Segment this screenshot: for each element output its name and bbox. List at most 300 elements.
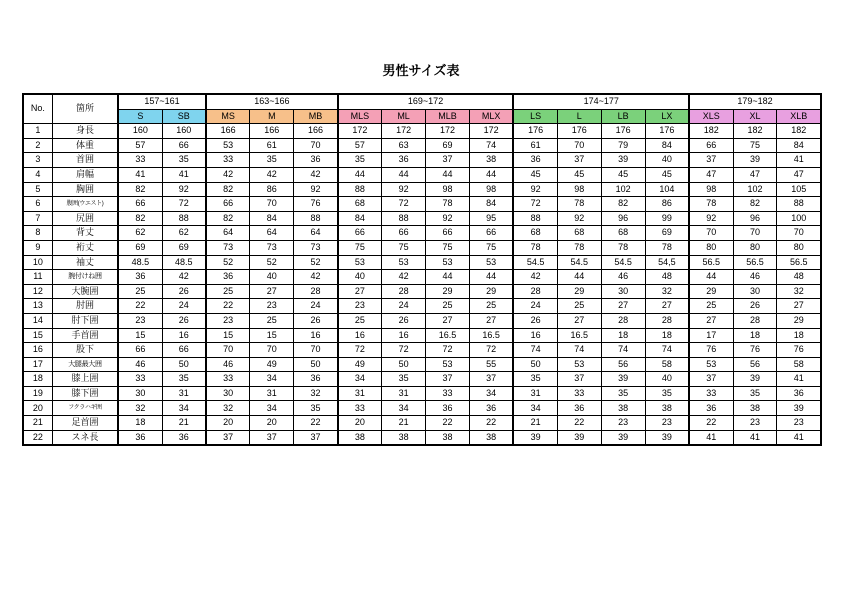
cell-11-XLS: 44: [689, 270, 733, 285]
cell-12-MLX: 29: [469, 284, 513, 299]
cell-2-MLX: 74: [469, 138, 513, 153]
cell-14-SB: 26: [162, 313, 206, 328]
cell-15-ML: 16: [382, 328, 426, 343]
cell-11-MLX: 44: [469, 270, 513, 285]
cell-4-XLS: 47: [689, 167, 733, 182]
cell-1-XL: 182: [733, 124, 777, 139]
cell-6-XL: 82: [733, 197, 777, 212]
cell-22-XLB: 41: [777, 430, 821, 445]
cell-19-XLB: 36: [777, 386, 821, 401]
cell-8-SB: 62: [162, 226, 206, 241]
row-number: 17: [23, 357, 52, 372]
cell-5-XLS: 98: [689, 182, 733, 197]
cell-21-M: 20: [250, 416, 294, 431]
cell-18-MLS: 34: [338, 372, 382, 387]
cell-13-MLB: 25: [426, 299, 470, 314]
cell-10-MLX: 53: [469, 255, 513, 270]
cell-17-XL: 56: [733, 357, 777, 372]
row-number: 14: [23, 313, 52, 328]
cell-8-MLX: 66: [469, 226, 513, 241]
cell-2-S: 57: [118, 138, 162, 153]
cell-16-MB: 70: [294, 343, 338, 358]
cell-10-MLS: 53: [338, 255, 382, 270]
cell-7-MLB: 92: [426, 211, 470, 226]
cell-5-MLS: 88: [338, 182, 382, 197]
cell-9-XL: 80: [733, 240, 777, 255]
cell-5-L: 98: [557, 182, 601, 197]
cell-20-MLX: 36: [469, 401, 513, 416]
cell-20-M: 34: [250, 401, 294, 416]
cell-17-L: 53: [557, 357, 601, 372]
cell-12-LX: 32: [645, 284, 689, 299]
table-body: [23, 124, 821, 446]
cell-13-XLS: 25: [689, 299, 733, 314]
cell-3-LB: 39: [601, 153, 645, 168]
size-header-LX: LX: [645, 109, 689, 124]
cell-4-ML: 44: [382, 167, 426, 182]
cell-18-MLB: 37: [426, 372, 470, 387]
cell-5-SB: 92: [162, 182, 206, 197]
cell-22-LS: 39: [513, 430, 557, 445]
cell-4-MLX: 44: [469, 167, 513, 182]
cell-21-MB: 22: [294, 416, 338, 431]
cell-3-MLS: 35: [338, 153, 382, 168]
cell-10-XLB: 56.5: [777, 255, 821, 270]
cell-22-MLS: 38: [338, 430, 382, 445]
cell-11-L: 44: [557, 270, 601, 285]
cell-5-MS: 82: [206, 182, 250, 197]
cell-18-L: 37: [557, 372, 601, 387]
cell-16-S: 66: [118, 343, 162, 358]
cell-12-SB: 26: [162, 284, 206, 299]
cell-20-MS: 32: [206, 401, 250, 416]
cell-17-MLB: 53: [426, 357, 470, 372]
cell-14-XL: 28: [733, 313, 777, 328]
cell-10-MS: 52: [206, 255, 250, 270]
cell-21-L: 22: [557, 416, 601, 431]
row-number: 20: [23, 401, 52, 416]
cell-20-MLB: 36: [426, 401, 470, 416]
cell-2-MLS: 57: [338, 138, 382, 153]
size-header-ML: ML: [382, 109, 426, 124]
cell-6-XLB: 88: [777, 197, 821, 212]
cell-6-MB: 76: [294, 197, 338, 212]
cell-1-ML: 172: [382, 124, 426, 139]
cell-20-XLB: 39: [777, 401, 821, 416]
cell-20-MLS: 33: [338, 401, 382, 416]
cell-17-M: 49: [250, 357, 294, 372]
cell-13-ML: 24: [382, 299, 426, 314]
cell-11-MLB: 44: [426, 270, 470, 285]
cell-10-LS: 54.5: [513, 255, 557, 270]
row-part-label: 肘下囲: [52, 313, 118, 328]
cell-11-M: 40: [250, 270, 294, 285]
row-part-label: 手首囲: [52, 328, 118, 343]
cell-7-LS: 88: [513, 211, 557, 226]
cell-7-MLS: 84: [338, 211, 382, 226]
cell-4-LS: 45: [513, 167, 557, 182]
cell-6-LS: 72: [513, 197, 557, 212]
cell-13-L: 25: [557, 299, 601, 314]
cell-19-MLS: 31: [338, 386, 382, 401]
cell-9-MS: 73: [206, 240, 250, 255]
cell-6-S: 66: [118, 197, 162, 212]
cell-12-XL: 30: [733, 284, 777, 299]
cell-8-LB: 68: [601, 226, 645, 241]
cell-4-MB: 42: [294, 167, 338, 182]
table-row: [23, 167, 821, 182]
cell-11-LB: 46: [601, 270, 645, 285]
cell-18-XLS: 37: [689, 372, 733, 387]
cell-14-LB: 28: [601, 313, 645, 328]
cell-21-SB: 21: [162, 416, 206, 431]
cell-11-MB: 42: [294, 270, 338, 285]
cell-22-LB: 39: [601, 430, 645, 445]
cell-1-XLS: 182: [689, 124, 733, 139]
row-part-label: スネ長: [52, 430, 118, 445]
cell-6-ML: 72: [382, 197, 426, 212]
cell-19-SB: 31: [162, 386, 206, 401]
cell-7-XLB: 100: [777, 211, 821, 226]
cell-21-MLS: 20: [338, 416, 382, 431]
cell-15-XLB: 18: [777, 328, 821, 343]
cell-15-MLX: 16.5: [469, 328, 513, 343]
cell-13-XLB: 27: [777, 299, 821, 314]
cell-4-MLB: 44: [426, 167, 470, 182]
row-number: 7: [23, 211, 52, 226]
row-number: 3: [23, 153, 52, 168]
cell-21-XLB: 23: [777, 416, 821, 431]
cell-1-MLB: 172: [426, 124, 470, 139]
table-row: [23, 299, 821, 314]
cell-21-ML: 21: [382, 416, 426, 431]
group-header-169~172: 169~172: [338, 94, 514, 109]
cell-1-MLX: 172: [469, 124, 513, 139]
cell-9-M: 73: [250, 240, 294, 255]
row-number: 2: [23, 138, 52, 153]
cell-16-M: 70: [250, 343, 294, 358]
cell-14-ML: 26: [382, 313, 426, 328]
cell-11-MLS: 40: [338, 270, 382, 285]
cell-17-MLS: 49: [338, 357, 382, 372]
cell-17-SB: 50: [162, 357, 206, 372]
cell-8-XLS: 70: [689, 226, 733, 241]
cell-16-ML: 72: [382, 343, 426, 358]
table-row: [23, 226, 821, 241]
cell-11-XLB: 48: [777, 270, 821, 285]
size-header-LB: LB: [601, 109, 645, 124]
cell-9-MB: 73: [294, 240, 338, 255]
cell-12-L: 29: [557, 284, 601, 299]
cell-4-SB: 41: [162, 167, 206, 182]
cell-12-ML: 28: [382, 284, 426, 299]
cell-15-XL: 18: [733, 328, 777, 343]
cell-20-LB: 38: [601, 401, 645, 416]
cell-7-XLS: 92: [689, 211, 733, 226]
cell-1-XLB: 182: [777, 124, 821, 139]
cell-15-LX: 18: [645, 328, 689, 343]
cell-9-LX: 78: [645, 240, 689, 255]
cell-16-XLB: 76: [777, 343, 821, 358]
cell-17-LX: 58: [645, 357, 689, 372]
cell-7-S: 82: [118, 211, 162, 226]
cell-5-LB: 102: [601, 182, 645, 197]
cell-4-XLB: 47: [777, 167, 821, 182]
group-header-174~177: 174~177: [513, 94, 689, 109]
cell-2-ML: 63: [382, 138, 426, 153]
cell-18-LB: 39: [601, 372, 645, 387]
table-row: [23, 416, 821, 431]
cell-6-M: 70: [250, 197, 294, 212]
row-part-label: 袖丈: [52, 255, 118, 270]
size-header-XLS: XLS: [689, 109, 733, 124]
cell-7-SB: 88: [162, 211, 206, 226]
cell-8-ML: 66: [382, 226, 426, 241]
cell-22-LX: 39: [645, 430, 689, 445]
cell-20-ML: 34: [382, 401, 426, 416]
cell-4-MS: 42: [206, 167, 250, 182]
cell-19-XLS: 33: [689, 386, 733, 401]
cell-15-LS: 16: [513, 328, 557, 343]
row-part-label: 腕付けね囲: [52, 270, 118, 285]
cell-3-XLS: 37: [689, 153, 733, 168]
row-number: 22: [23, 430, 52, 445]
cell-12-LB: 30: [601, 284, 645, 299]
cell-9-SB: 69: [162, 240, 206, 255]
cell-18-LX: 40: [645, 372, 689, 387]
cell-16-LS: 74: [513, 343, 557, 358]
cell-10-M: 52: [250, 255, 294, 270]
cell-5-LS: 92: [513, 182, 557, 197]
cell-7-LB: 96: [601, 211, 645, 226]
cell-18-S: 33: [118, 372, 162, 387]
cell-22-SB: 36: [162, 430, 206, 445]
cell-6-LB: 82: [601, 197, 645, 212]
cell-2-MB: 70: [294, 138, 338, 153]
cell-11-LX: 48: [645, 270, 689, 285]
cell-19-LS: 31: [513, 386, 557, 401]
cell-22-L: 39: [557, 430, 601, 445]
cell-14-MLX: 27: [469, 313, 513, 328]
cell-18-SB: 35: [162, 372, 206, 387]
cell-19-ML: 31: [382, 386, 426, 401]
size-header-MLX: MLX: [469, 109, 513, 124]
row-part-label: 膝下囲: [52, 386, 118, 401]
cell-20-SB: 34: [162, 401, 206, 416]
cell-2-LS: 61: [513, 138, 557, 153]
table-row: [23, 124, 821, 139]
cell-6-L: 78: [557, 197, 601, 212]
cell-3-S: 33: [118, 153, 162, 168]
cell-5-LX: 104: [645, 182, 689, 197]
row-number: 6: [23, 197, 52, 212]
cell-10-XLS: 56.5: [689, 255, 733, 270]
cell-22-MLX: 38: [469, 430, 513, 445]
cell-4-LB: 45: [601, 167, 645, 182]
cell-21-LS: 21: [513, 416, 557, 431]
cell-12-XLB: 32: [777, 284, 821, 299]
table-row: [23, 138, 821, 153]
row-number: 21: [23, 416, 52, 431]
cell-15-MLB: 16.5: [426, 328, 470, 343]
cell-4-XL: 47: [733, 167, 777, 182]
row-part-label: フクラハギ囲: [52, 401, 118, 416]
cell-12-XLS: 29: [689, 284, 733, 299]
cell-20-LX: 38: [645, 401, 689, 416]
cell-13-MS: 22: [206, 299, 250, 314]
row-part-label: 肩幅: [52, 167, 118, 182]
cell-17-MS: 46: [206, 357, 250, 372]
size-header-S: S: [118, 109, 162, 124]
cell-21-LB: 23: [601, 416, 645, 431]
cell-8-LX: 69: [645, 226, 689, 241]
cell-20-L: 36: [557, 401, 601, 416]
group-header-163~166: 163~166: [206, 94, 338, 109]
cell-19-LX: 35: [645, 386, 689, 401]
cell-8-S: 62: [118, 226, 162, 241]
cell-16-MLB: 72: [426, 343, 470, 358]
cell-6-MLS: 68: [338, 197, 382, 212]
cell-1-MLS: 172: [338, 124, 382, 139]
cell-13-MB: 24: [294, 299, 338, 314]
group-header-row: [23, 94, 821, 109]
cell-21-XLS: 22: [689, 416, 733, 431]
cell-3-MS: 33: [206, 153, 250, 168]
cell-21-XL: 23: [733, 416, 777, 431]
cell-5-MLB: 98: [426, 182, 470, 197]
cell-10-ML: 53: [382, 255, 426, 270]
cell-2-M: 61: [250, 138, 294, 153]
cell-9-L: 78: [557, 240, 601, 255]
cell-10-L: 54.5: [557, 255, 601, 270]
cell-3-MLB: 37: [426, 153, 470, 168]
cell-13-MLS: 23: [338, 299, 382, 314]
cell-19-M: 31: [250, 386, 294, 401]
size-table-container: [22, 93, 822, 446]
cell-17-XLS: 53: [689, 357, 733, 372]
cell-18-LS: 35: [513, 372, 557, 387]
cell-13-LX: 27: [645, 299, 689, 314]
cell-16-L: 74: [557, 343, 601, 358]
cell-18-XLB: 41: [777, 372, 821, 387]
cell-19-MB: 32: [294, 386, 338, 401]
cell-9-ML: 75: [382, 240, 426, 255]
size-header-MLB: MLB: [426, 109, 470, 124]
cell-12-LS: 28: [513, 284, 557, 299]
cell-9-XLB: 80: [777, 240, 821, 255]
cell-14-L: 27: [557, 313, 601, 328]
cell-3-LS: 36: [513, 153, 557, 168]
table-row: [23, 386, 821, 401]
cell-22-XLS: 41: [689, 430, 733, 445]
cell-15-LB: 18: [601, 328, 645, 343]
cell-7-LX: 99: [645, 211, 689, 226]
row-part-label: 身長: [52, 124, 118, 139]
cell-2-LB: 79: [601, 138, 645, 153]
cell-11-MS: 36: [206, 270, 250, 285]
cell-8-XLB: 70: [777, 226, 821, 241]
cell-22-ML: 38: [382, 430, 426, 445]
cell-20-S: 32: [118, 401, 162, 416]
cell-6-MLX: 84: [469, 197, 513, 212]
row-number: 8: [23, 226, 52, 241]
cell-14-M: 25: [250, 313, 294, 328]
cell-20-LS: 34: [513, 401, 557, 416]
row-number: 1: [23, 124, 52, 139]
cell-5-MLX: 98: [469, 182, 513, 197]
cell-12-MB: 28: [294, 284, 338, 299]
cell-7-MS: 82: [206, 211, 250, 226]
cell-1-LX: 176: [645, 124, 689, 139]
cell-19-MLX: 34: [469, 386, 513, 401]
cell-3-SB: 35: [162, 153, 206, 168]
row-part-label: 大腿最大囲: [52, 357, 118, 372]
table-row: [23, 255, 821, 270]
cell-11-SB: 42: [162, 270, 206, 285]
cell-2-MS: 53: [206, 138, 250, 153]
cell-22-MLB: 38: [426, 430, 470, 445]
cell-22-MS: 37: [206, 430, 250, 445]
cell-16-SB: 66: [162, 343, 206, 358]
cell-2-L: 70: [557, 138, 601, 153]
cell-12-MS: 25: [206, 284, 250, 299]
cell-14-MLB: 27: [426, 313, 470, 328]
cell-15-XLS: 17: [689, 328, 733, 343]
cell-19-XL: 35: [733, 386, 777, 401]
group-header-179~182: 179~182: [689, 94, 821, 109]
row-part-label: 胸囲: [52, 182, 118, 197]
row-part-label: 肘囲: [52, 299, 118, 314]
table-row: [23, 328, 821, 343]
table-row: [23, 153, 821, 168]
cell-17-S: 46: [118, 357, 162, 372]
cell-15-MB: 16: [294, 328, 338, 343]
cell-4-MLS: 44: [338, 167, 382, 182]
cell-7-ML: 88: [382, 211, 426, 226]
cell-8-L: 68: [557, 226, 601, 241]
size-header-SB: SB: [162, 109, 206, 124]
cell-1-LB: 176: [601, 124, 645, 139]
cell-16-LX: 74: [645, 343, 689, 358]
row-part-label: 首囲: [52, 153, 118, 168]
cell-10-LX: 54,5: [645, 255, 689, 270]
row-number: 16: [23, 343, 52, 358]
cell-14-XLB: 29: [777, 313, 821, 328]
cell-5-M: 86: [250, 182, 294, 197]
cell-9-LB: 78: [601, 240, 645, 255]
cell-4-M: 42: [250, 167, 294, 182]
cell-5-XL: 102: [733, 182, 777, 197]
cell-14-MLS: 25: [338, 313, 382, 328]
cell-1-MS: 166: [206, 124, 250, 139]
cell-19-MS: 30: [206, 386, 250, 401]
cell-15-L: 16.5: [557, 328, 601, 343]
cell-1-MB: 166: [294, 124, 338, 139]
cell-9-XLS: 80: [689, 240, 733, 255]
row-part-label: 大腕囲: [52, 284, 118, 299]
cell-3-XLB: 41: [777, 153, 821, 168]
cell-4-L: 45: [557, 167, 601, 182]
cell-7-MB: 88: [294, 211, 338, 226]
cell-3-LX: 40: [645, 153, 689, 168]
table-row: [23, 197, 821, 212]
row-number: 11: [23, 270, 52, 285]
cell-14-XLS: 27: [689, 313, 733, 328]
cell-21-LX: 23: [645, 416, 689, 431]
cell-5-XLB: 105: [777, 182, 821, 197]
cell-22-MB: 37: [294, 430, 338, 445]
table-row: [23, 372, 821, 387]
